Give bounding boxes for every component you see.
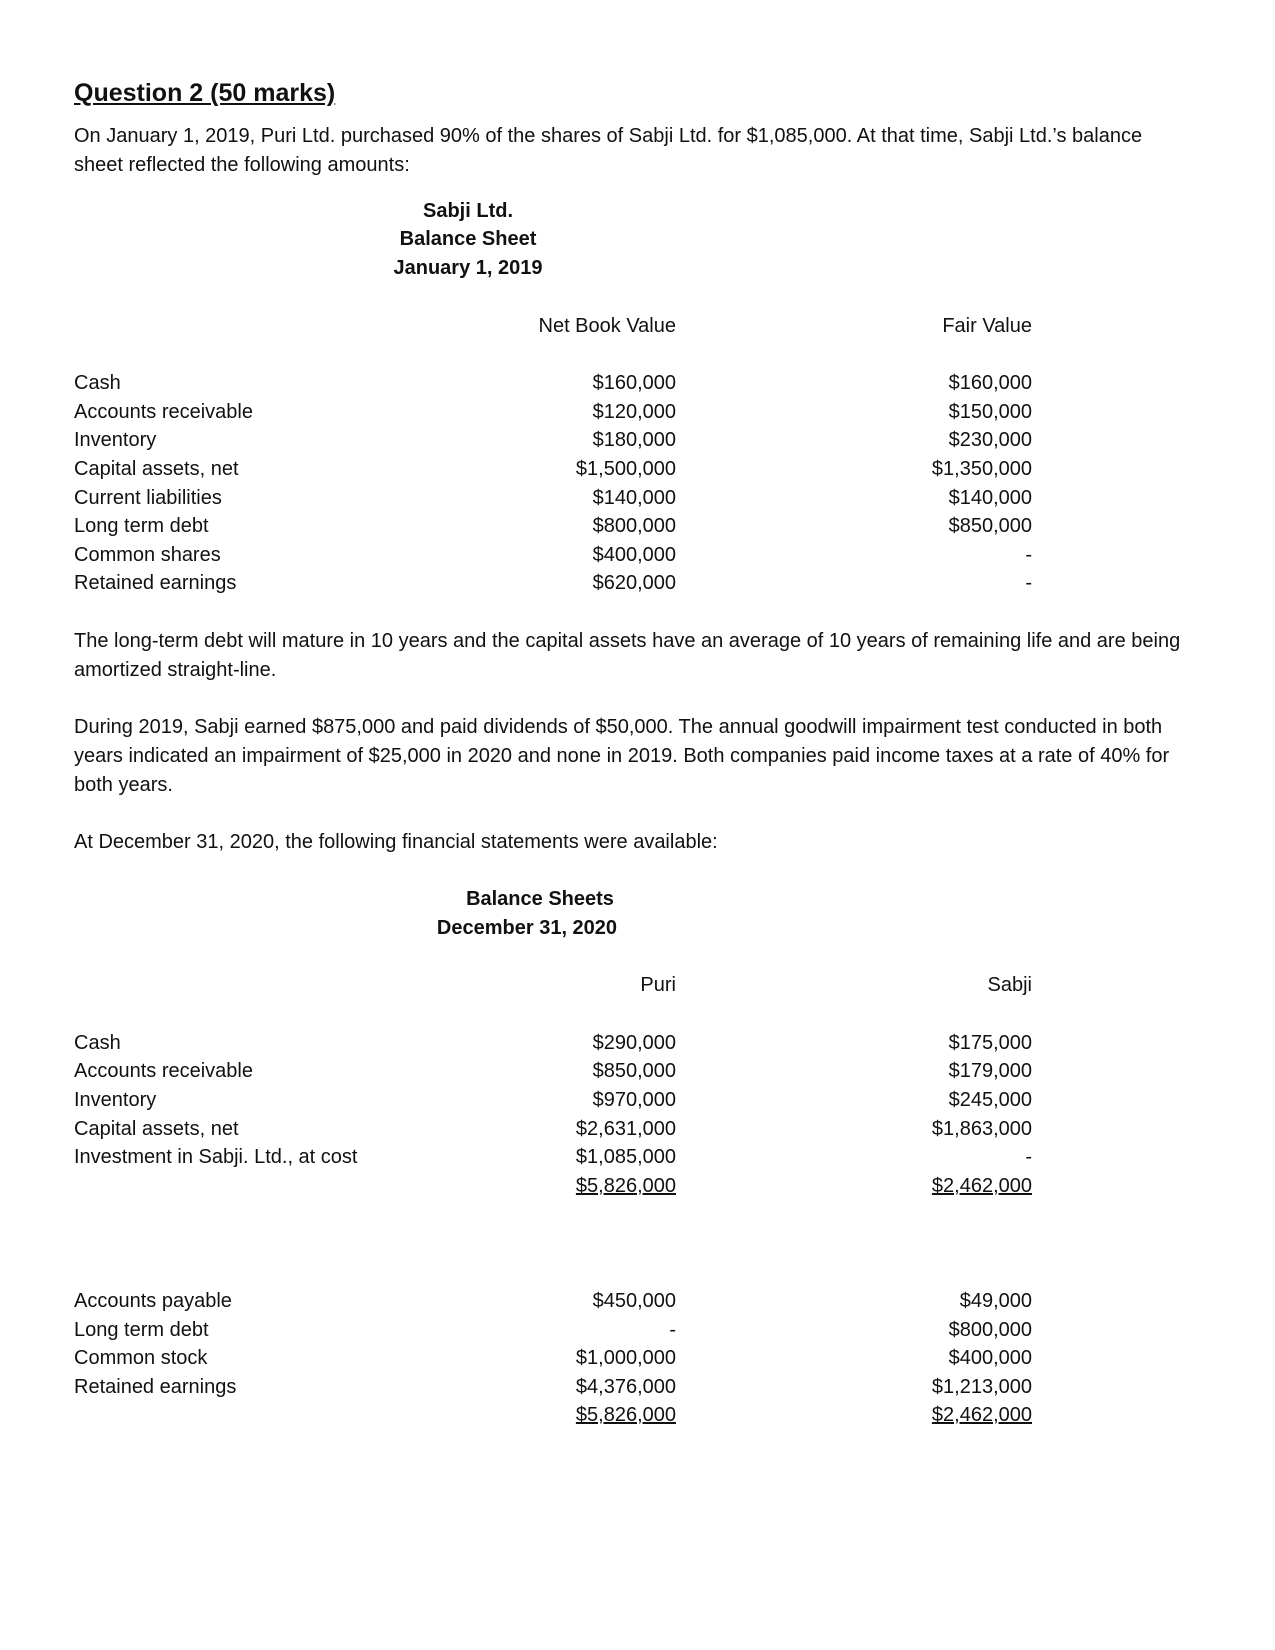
row-label: Capital assets, net — [74, 1118, 239, 1140]
sabji-value: $179,000 — [948, 1060, 1032, 1082]
nbv-value: $400,000 — [592, 544, 676, 566]
nbv-value: $1,500,000 — [575, 458, 676, 480]
row-label: Current liabilities — [74, 487, 222, 509]
row-label: Cash — [74, 1032, 121, 1054]
row-label: Inventory — [74, 1089, 157, 1111]
sabji-total: $2,462,000 — [931, 1175, 1032, 1197]
puri-value: $850,000 — [592, 1060, 676, 1082]
puri-value: $1,085,000 — [575, 1146, 676, 1168]
table-row — [74, 369, 1204, 398]
table-row — [74, 1086, 1204, 1115]
table-row — [74, 512, 1204, 541]
bs2-col-sabji: Sabji — [987, 974, 1032, 996]
table-row — [74, 1373, 1204, 1402]
puri-value: $4,376,000 — [575, 1376, 676, 1398]
row-label: Investment in Sabji. Ltd., at cost — [74, 1146, 358, 1168]
debt-paragraph: The long-term debt will mature in 10 years and the capital assets have an average of 10 years of remaining life and are being amortized straight-line. — [74, 630, 1181, 681]
question-title: Question 2 (50 marks) — [74, 79, 336, 107]
nbv-value: $160,000 — [592, 372, 676, 394]
puri-value: $450,000 — [592, 1290, 676, 1312]
row-label: Accounts receivable — [74, 1060, 253, 1082]
nbv-value: $620,000 — [592, 572, 676, 594]
row-label: Long term debt — [74, 1319, 209, 1341]
fv-value: $230,000 — [948, 429, 1032, 451]
table-row — [74, 398, 1204, 427]
table-row — [74, 1344, 1204, 1373]
bs1-col-fair-value: Fair Value — [942, 315, 1032, 337]
intro-paragraph: On January 1, 2019, Puri Ltd. purchased 90% of the shares of Sabji Ltd. for $1,085,000. At that time, Sabji Ltd.’s balance sheet reflected the following amounts: — [74, 125, 1143, 176]
row-label: Accounts payable — [74, 1290, 232, 1312]
row-label: Common stock — [74, 1347, 208, 1369]
puri-total: $5,826,000 — [575, 1404, 676, 1426]
table-row — [74, 1115, 1204, 1144]
sabji-value: $1,213,000 — [931, 1376, 1032, 1398]
bs1-company-heading: Sabji Ltd. — [423, 200, 513, 222]
puri-value: $1,000,000 — [575, 1347, 676, 1369]
row-label: Capital assets, net — [74, 458, 239, 480]
fv-value: - — [1025, 544, 1032, 566]
sabji-value: $1,863,000 — [931, 1118, 1032, 1140]
fv-value: $150,000 — [948, 401, 1032, 423]
row-label: Long term debt — [74, 515, 209, 537]
row-label: Cash — [74, 372, 121, 394]
sabji-value: $49,000 — [959, 1290, 1032, 1312]
puri-value: $970,000 — [592, 1089, 676, 1111]
nbv-value: $120,000 — [592, 401, 676, 423]
table-row — [74, 484, 1204, 513]
row-label: Accounts receivable — [74, 401, 253, 423]
nbv-value: $180,000 — [592, 429, 676, 451]
table-row — [74, 426, 1204, 455]
earnings-paragraph: During 2019, Sabji earned $875,000 and paid dividends of $50,000. The annual goodwill impairment test conducted in both years indicated an impairment of $25,000 in 2020 and none in 2019. Both companies paid income taxes at a rate of 40% for both years. — [74, 716, 1170, 796]
table-row — [74, 455, 1204, 484]
fv-value: $850,000 — [948, 515, 1032, 537]
table-row — [74, 1287, 1204, 1316]
sabji-value: $400,000 — [948, 1347, 1032, 1369]
bs2-title-heading: Balance Sheets — [466, 888, 614, 910]
bs2-col-puri: Puri — [640, 974, 676, 996]
puri-value: $2,631,000 — [575, 1118, 676, 1140]
sabji-value: - — [1025, 1146, 1032, 1168]
table-row — [74, 541, 1204, 570]
fv-value: $1,350,000 — [931, 458, 1032, 480]
fv-value: - — [1025, 572, 1032, 594]
puri-value: - — [669, 1319, 676, 1341]
statements-paragraph: At December 31, 2020, the following financial statements were available: — [74, 831, 718, 853]
table-row — [74, 1057, 1204, 1086]
sabji-value: $800,000 — [948, 1319, 1032, 1341]
table-row — [74, 1143, 1204, 1172]
row-label: Retained earnings — [74, 572, 237, 594]
puri-value: $290,000 — [592, 1032, 676, 1054]
sabji-value: $245,000 — [948, 1089, 1032, 1111]
fv-value: $140,000 — [948, 487, 1032, 509]
table-row — [74, 1316, 1204, 1345]
row-label: Retained earnings — [74, 1376, 237, 1398]
table-row — [74, 569, 1204, 598]
fv-value: $160,000 — [948, 372, 1032, 394]
nbv-value: $140,000 — [592, 487, 676, 509]
sabji-value: $175,000 — [948, 1032, 1032, 1054]
bs1-title-heading: Balance Sheet — [399, 228, 537, 250]
bs1-col-net-book-value: Net Book Value — [538, 315, 676, 337]
puri-total: $5,826,000 — [575, 1175, 676, 1197]
bs1-date-heading: January 1, 2019 — [393, 257, 543, 279]
sabji-total: $2,462,000 — [931, 1404, 1032, 1426]
assets-total-row — [74, 1172, 1204, 1201]
liabilities-total-row — [74, 1401, 1204, 1430]
nbv-value: $800,000 — [592, 515, 676, 537]
row-label: Common shares — [74, 544, 221, 566]
bs2-date-heading: December 31, 2020 — [436, 917, 618, 939]
table-row — [74, 1029, 1204, 1058]
row-label: Inventory — [74, 429, 157, 451]
